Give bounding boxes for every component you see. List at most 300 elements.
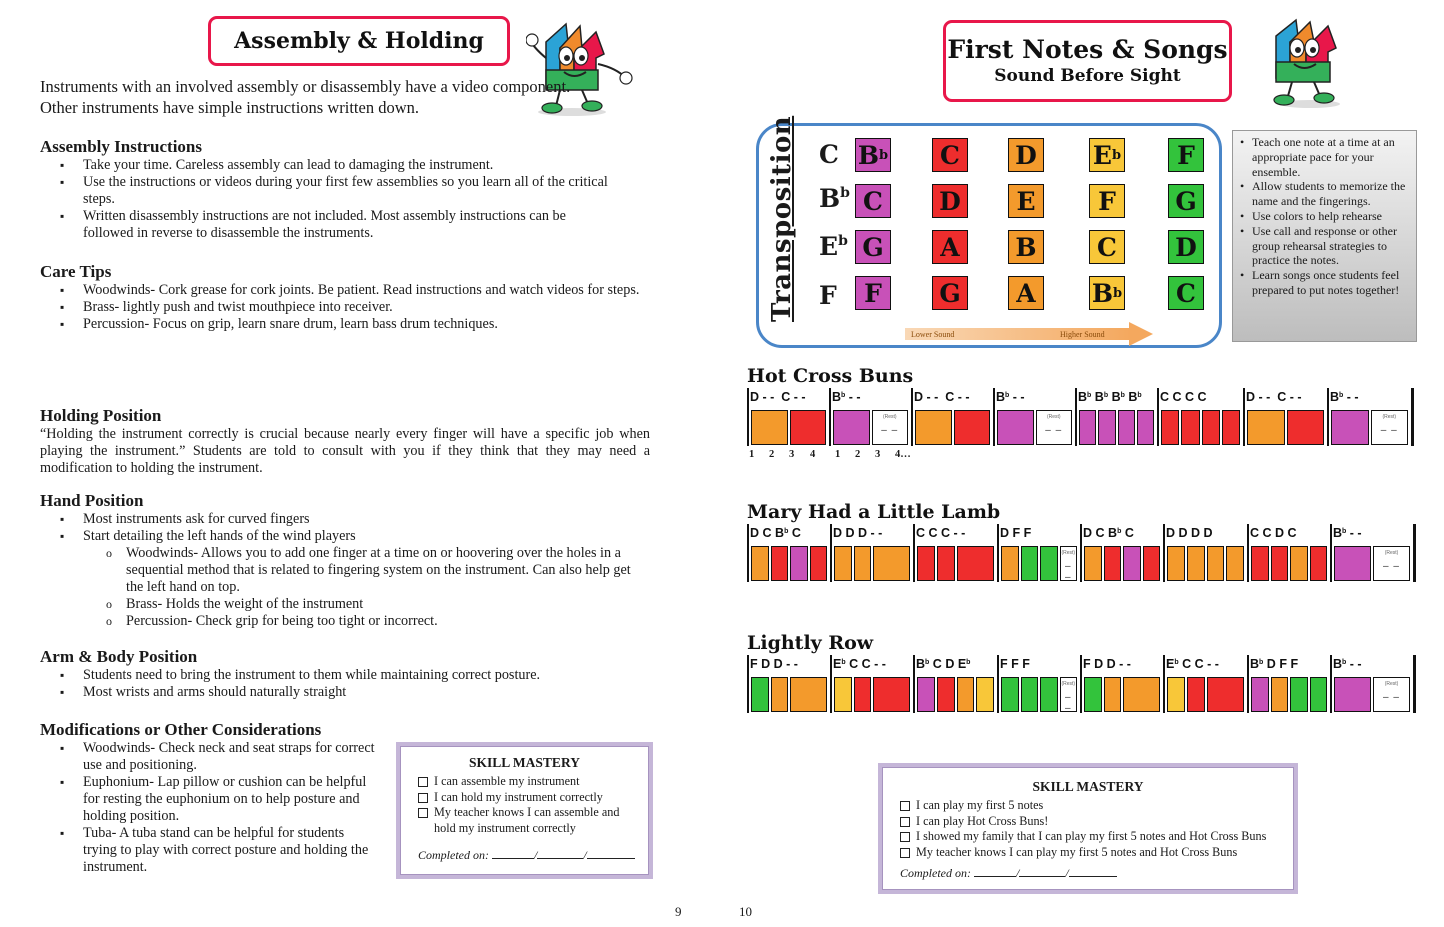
note-cell <box>1098 410 1115 445</box>
flat-sign: b <box>1259 659 1264 666</box>
barline <box>1247 655 1249 713</box>
note-cell <box>1021 677 1039 712</box>
note-letter: B <box>1128 390 1138 404</box>
key-label-bb <box>819 184 850 213</box>
measure-label <box>1160 390 1207 404</box>
note-cell <box>873 546 910 581</box>
list-item: ▪ Most instruments ask for curved fingers <box>40 511 655 528</box>
note-cell <box>1207 546 1225 581</box>
barline <box>1157 388 1159 446</box>
skill-checkbox-item[interactable] <box>418 805 649 836</box>
note-cell <box>810 546 828 581</box>
key-label-c <box>819 140 839 169</box>
skill-checkbox-item[interactable] <box>900 798 1294 814</box>
lower-sound-label: Lower Sound <box>911 330 955 339</box>
measure-label: $B^b$ - - <box>996 390 1025 404</box>
note-cell <box>834 546 852 581</box>
tip-item: • Learn songs once students feel prepared to put notes together! <box>1238 268 1412 298</box>
flat-sign: b <box>841 659 846 666</box>
note-letter: F <box>1011 657 1019 671</box>
mascot-icon <box>1262 14 1362 110</box>
note-letter: C <box>1277 390 1287 404</box>
note-letter: B <box>1250 657 1260 671</box>
measure-label: F D D - - <box>1083 657 1131 671</box>
beat-count: 3 <box>789 449 795 460</box>
flat-sign: b <box>1342 528 1347 535</box>
note-letter: D <box>1266 657 1276 671</box>
note-box <box>932 184 968 218</box>
list-item: ▪ Brass- lightly push and twist mouthpiece into receiver. <box>40 299 655 316</box>
beat-count: 4… <box>895 449 911 460</box>
note-cell <box>1079 410 1096 445</box>
intro-text <box>40 76 640 118</box>
barline <box>1327 388 1329 446</box>
note-cell <box>771 546 789 581</box>
skill-checkbox-item[interactable] <box>900 814 1294 830</box>
completed-label: Completed on: <box>900 866 971 880</box>
note-name: A <box>1016 278 1036 308</box>
measure-label: $B^b$ - - <box>1330 390 1359 404</box>
arrow-head <box>1129 322 1153 346</box>
note-box <box>1089 230 1125 264</box>
note-cell <box>1167 546 1185 581</box>
rest-dash: – – <box>1383 561 1400 572</box>
key-label-f <box>819 281 837 310</box>
song-title: Mary Had a Little Lamb <box>747 501 1001 523</box>
note-name: B <box>857 140 880 170</box>
barline <box>830 524 832 582</box>
note-cell <box>1084 546 1102 581</box>
barline <box>913 524 915 582</box>
checkbox[interactable] <box>900 801 910 811</box>
note-cell <box>1137 410 1154 445</box>
note-letter: E <box>957 657 967 671</box>
measure-label <box>1250 657 1298 671</box>
note-letter: C <box>791 526 801 540</box>
date-line[interactable] <box>1019 867 1065 877</box>
skill-title: SKILL MASTERY <box>469 755 580 770</box>
note-cell <box>1181 410 1199 445</box>
section-heading: Assembly Instructions <box>40 137 202 156</box>
note-letter: D <box>914 390 924 404</box>
note-cell <box>751 677 769 712</box>
note-cell <box>833 410 870 445</box>
sub-list-item: o Woodwinds- Allows you to add one finger at a time on or hoovering over the holes in a sequential method that is related to fingering system on the instrument. Can also help get the left hand on top. <box>40 545 655 596</box>
measure-label <box>1000 526 1031 540</box>
note-cell <box>854 546 872 581</box>
list-item: ▪ Tuba- A tuba stand can be helpful for students trying to play with correct posture and holding the instrument. <box>40 825 380 876</box>
rest-cell <box>872 410 909 445</box>
page-number: 10 <box>739 904 752 919</box>
beat-count: 4 <box>810 449 816 460</box>
note-cell <box>1001 546 1019 581</box>
note-cell <box>1334 546 1371 581</box>
completed-label: Completed on: <box>418 848 489 862</box>
note-cell <box>1247 410 1285 445</box>
note-letter: D <box>1094 657 1104 671</box>
barline <box>1330 524 1332 582</box>
rest-dash: – – <box>881 425 899 436</box>
note-cell <box>1310 546 1328 581</box>
flat-sign: b <box>1120 392 1125 399</box>
flat-sign: b <box>1087 392 1092 399</box>
note-letter: D <box>761 657 771 671</box>
note-letter: C <box>932 657 942 671</box>
note-box <box>932 138 968 172</box>
note-letter: B <box>1108 526 1118 540</box>
measure-label: $B^b$ - - <box>1333 526 1362 540</box>
measure-label <box>1000 657 1030 671</box>
barline <box>1075 388 1077 446</box>
tip-item: • Teach one note at a time at an appropriate pace for your ensemble. <box>1238 135 1412 179</box>
note-box <box>1008 138 1044 172</box>
rest-cell <box>1371 410 1409 445</box>
key-name: E <box>819 232 839 261</box>
page-number: 9 <box>675 904 682 919</box>
note-letter: D <box>1203 526 1213 540</box>
note-letter: F <box>1022 657 1030 671</box>
note-cell <box>1334 677 1371 712</box>
rest-dash: – – <box>1380 425 1398 436</box>
date-line[interactable] <box>537 849 583 859</box>
note-cell <box>1251 546 1269 581</box>
barline <box>1330 655 1332 713</box>
rest-cell <box>1060 546 1078 581</box>
note-name: G <box>939 278 961 308</box>
beat-count: 1 <box>749 449 755 460</box>
rest-cell <box>1373 546 1410 581</box>
barline <box>1247 524 1249 582</box>
note-letter: C <box>762 526 772 540</box>
flat-sign: b <box>1111 147 1122 163</box>
note-letter: D <box>858 526 868 540</box>
note-cell <box>937 546 955 581</box>
note-letter: D <box>1166 526 1176 540</box>
page-title: Assembly & Holding <box>234 28 484 54</box>
key-label-eb <box>819 232 848 261</box>
note-letter: C <box>1124 526 1134 540</box>
flat-sign: b <box>1005 392 1010 399</box>
higher-sound-label: Higher Sound <box>1060 330 1105 339</box>
measure-label: $E^b$ C C - - <box>1166 657 1219 671</box>
barline <box>1080 524 1082 582</box>
note-letter: C <box>928 526 938 540</box>
note-letter: D <box>750 526 760 540</box>
note-letter: D <box>1246 390 1256 404</box>
date-line[interactable] <box>1069 867 1117 877</box>
note-name: E <box>1016 186 1036 216</box>
note-cell <box>1040 546 1058 581</box>
skill-title: SKILL MASTERY <box>1032 779 1144 794</box>
note-cell <box>751 546 769 581</box>
note-cell <box>790 677 827 712</box>
measure-label <box>1166 526 1213 540</box>
barline <box>747 388 749 446</box>
note-cell <box>1104 677 1122 712</box>
note-name: C <box>1176 278 1196 308</box>
rest-cell <box>1373 677 1410 712</box>
note-name: E <box>1092 140 1112 170</box>
rest-label: (Rest) <box>1061 681 1076 687</box>
barline <box>1163 524 1165 582</box>
note-box <box>932 276 968 310</box>
checkbox[interactable] <box>418 808 428 818</box>
note-letter: C <box>1182 657 1192 671</box>
page-title: First Notes & Songs <box>947 35 1228 64</box>
note-cell <box>1202 410 1220 445</box>
note-letter: B <box>996 390 1006 404</box>
tip-item: • Allow students to memorize the name and the fingerings. <box>1238 179 1412 209</box>
rest-label: (Rest) <box>1382 414 1397 420</box>
note-box <box>1168 184 1204 218</box>
measure-label <box>1078 390 1142 404</box>
note-letter: B <box>775 526 785 540</box>
note-cell <box>873 677 910 712</box>
beat-count: 1 <box>835 449 841 460</box>
note-letter: C <box>1095 526 1105 540</box>
list-item: ▪ Start detailing the left hands of the wind players <box>40 528 655 545</box>
skill-item-label: I showed my family that I can play my first 5 notes and Hot Cross Buns <box>916 829 1267 843</box>
section-heading: Holding Position <box>40 406 162 425</box>
date-line[interactable] <box>492 849 534 859</box>
note-letter: C <box>849 657 859 671</box>
section-assembly <box>40 137 655 242</box>
skill-mastery-box <box>878 763 1298 894</box>
barline <box>997 655 999 713</box>
note-cell <box>1226 546 1244 581</box>
note-letter: D <box>1000 526 1010 540</box>
note-box <box>1089 276 1125 310</box>
note-name: C <box>1097 232 1117 262</box>
checkbox[interactable] <box>900 817 910 827</box>
note-cell <box>915 410 952 445</box>
rest-label: (Rest) <box>1061 550 1076 556</box>
flat-sign: b <box>1103 392 1109 399</box>
date-line[interactable] <box>974 867 1016 877</box>
barline <box>1413 524 1416 582</box>
note-letter: D <box>1191 526 1201 540</box>
checkbox[interactable] <box>900 832 910 842</box>
song-strip-mary-had-a-little-lamb <box>747 524 1415 584</box>
note-cell <box>917 677 935 712</box>
note-cell <box>917 546 935 581</box>
skill-item-label: I can hold my instrument correctly <box>434 789 603 804</box>
note-box <box>1168 138 1204 172</box>
note-cell <box>1001 677 1019 712</box>
note-name: F <box>1098 186 1116 216</box>
note-cell <box>854 677 872 712</box>
barline <box>1243 388 1245 446</box>
tip-item: • Use colors to help rehearse <box>1238 209 1412 224</box>
note-cell <box>790 546 808 581</box>
note-cell <box>771 677 789 712</box>
note-cell <box>976 677 994 712</box>
note-name: A <box>940 232 960 262</box>
right-title-box <box>943 20 1232 102</box>
note-cell <box>1040 677 1058 712</box>
section-holding-position <box>40 406 650 477</box>
flat-sign: b <box>925 659 930 666</box>
skill-checkbox-item[interactable] <box>418 774 649 790</box>
barline <box>997 524 999 582</box>
note-name: F <box>864 278 882 308</box>
measure-label: D D D - - <box>833 526 883 540</box>
right-page <box>722 0 1444 927</box>
note-letter: D <box>1275 526 1285 540</box>
skill-checkbox-item[interactable] <box>900 829 1294 845</box>
note-letter: E <box>833 657 842 671</box>
note-cell <box>957 677 975 712</box>
barline <box>913 655 915 713</box>
note-letter: E <box>1166 657 1175 671</box>
pitch-arrow <box>905 322 1155 346</box>
list-item: ▪ Percussion- Focus on grip, learn snare drum, learn bass drum techniques. <box>40 316 655 333</box>
note-name: B <box>1015 232 1037 262</box>
checkbox[interactable] <box>900 848 910 858</box>
rest-cell <box>1036 410 1073 445</box>
flat-sign: b <box>1174 659 1179 666</box>
note-cell <box>1331 410 1369 445</box>
note-letter: F <box>1012 526 1021 540</box>
key-name: F <box>819 281 837 310</box>
barline <box>1080 655 1082 713</box>
note-cell <box>1310 677 1328 712</box>
note-letter: C <box>1197 390 1207 404</box>
note-cell <box>1287 410 1325 445</box>
intro-line: Instruments with an involved assembly or disassembly have a video component. <box>40 77 571 96</box>
note-letter: C <box>1185 390 1195 404</box>
note-box <box>1089 184 1125 218</box>
flat-sign: b <box>1339 392 1344 399</box>
note-box <box>855 276 891 310</box>
section-heading: Modifications or Other Considerations <box>40 720 322 739</box>
note-letter: B <box>916 657 926 671</box>
note-cell <box>997 410 1034 445</box>
measure-label: D - - C - - <box>1246 390 1302 404</box>
measure-label: C C C - - <box>916 526 966 540</box>
rest-label: (Rest) <box>1046 414 1061 420</box>
rest-cell <box>1060 677 1078 712</box>
note-cell <box>1161 410 1179 445</box>
note-cell <box>1271 677 1289 712</box>
rest-label: (Rest) <box>882 414 897 420</box>
note-box <box>1008 230 1044 264</box>
measure-label: D - - C - - <box>914 390 970 404</box>
barline <box>1163 655 1165 713</box>
intro-line: Other instruments have simple instructions written down. <box>40 98 419 117</box>
measure-label <box>750 526 801 540</box>
note-letter: B <box>1094 390 1104 404</box>
skill-item-label: My teacher knows I can play my first 5 notes and Hot Cross Buns <box>916 844 1238 859</box>
note-cell <box>1167 677 1185 712</box>
barline <box>911 388 913 446</box>
list-item: ▪ Woodwinds- Cork grease for cork joints. Be patient. Read instructions and watch videos for steps. <box>40 282 655 299</box>
flat-sign: b <box>1342 659 1347 666</box>
note-cell <box>1143 546 1161 581</box>
measure-label <box>1083 526 1134 540</box>
section-heading: Hand Position <box>40 491 144 510</box>
completed-on-field[interactable]: Completed on: / / <box>900 866 1294 881</box>
note-name: G <box>1175 186 1197 216</box>
note-box <box>855 184 891 218</box>
note-box <box>1008 276 1044 310</box>
note-letter: B <box>1333 657 1343 671</box>
note-cell <box>1021 546 1039 581</box>
skill-checkbox-item[interactable] <box>900 845 1294 861</box>
flat-sign: b <box>1113 285 1123 301</box>
section-heading: Arm & Body Position <box>40 647 198 666</box>
note-letter: D <box>750 390 760 404</box>
barline <box>1413 655 1416 713</box>
flat-sign: b <box>879 147 889 163</box>
date-line[interactable] <box>587 849 635 859</box>
list-item: ▪ Woodwinds- Check neck and seat straps for correct use and positioning. <box>40 740 380 774</box>
flat-sign: b <box>966 659 971 666</box>
note-letter: D <box>945 657 955 671</box>
sub-list-item: o Brass- Holds the weight of the instrument <box>40 596 655 613</box>
song-title: Lightly Row <box>747 632 874 654</box>
rest-dash: – – <box>1045 425 1063 436</box>
note-cell <box>1271 546 1289 581</box>
note-letter: F <box>1279 657 1287 671</box>
completed-on-field[interactable]: Completed on: / / <box>418 848 649 863</box>
note-letter: F <box>1000 657 1008 671</box>
checkbox[interactable] <box>418 793 428 803</box>
section-hand-position <box>40 491 655 630</box>
barline <box>747 655 749 713</box>
flat-sign: b <box>841 392 846 399</box>
list-item: ▪ Euphonium- Lap pillow or cushion can be helpful for resting the euphonium on to help posture and holding position. <box>40 774 380 825</box>
transposition-panel <box>756 115 1222 348</box>
note-cell <box>790 410 827 445</box>
skill-item-label: I can play Hot Cross Buns! <box>916 813 1049 828</box>
barline <box>829 388 831 446</box>
measure-label <box>1250 526 1297 540</box>
skill-checkbox-item[interactable] <box>418 790 649 806</box>
list-item: ▪ Take your time. Careless assembly can lead to damaging the instrument. <box>40 157 655 174</box>
note-cell <box>1222 410 1240 445</box>
barline <box>1411 388 1414 446</box>
note-cell <box>1207 677 1245 712</box>
measure-label: $B^b$ - - <box>1333 657 1362 671</box>
rest-dash: – – <box>1064 561 1072 583</box>
note-name: F <box>1177 140 1195 170</box>
beat-count: 2 <box>855 449 861 460</box>
song-strip-lightly-row <box>747 655 1415 715</box>
note-letter: C <box>1160 390 1170 404</box>
note-cell <box>957 546 995 581</box>
sub-list-item: o Percussion- Check grip for being too tight or incorrect. <box>40 613 655 630</box>
key-name: B <box>819 184 841 213</box>
note-letter: C <box>941 526 951 540</box>
note-cell <box>1118 410 1135 445</box>
skill-item-label: I can play my first 5 notes <box>916 798 1044 812</box>
note-cell <box>1123 677 1160 712</box>
list-item: ▪ Written disassembly instructions are not included. Most assembly instructions can be followed in reverse to disassemble the instruments. <box>40 208 655 242</box>
section-body: “Holding the instrument correctly is crucial because nearly every finger will have a specific job when playing the instrument.” Students are told to consult with you if they think that they may need a modification to holding the instrument. <box>40 426 650 476</box>
note-cell <box>1290 677 1308 712</box>
note-cell <box>834 677 852 712</box>
note-cell <box>1084 677 1102 712</box>
note-letter: D <box>773 657 783 671</box>
note-letter: F <box>1083 657 1091 671</box>
note-box <box>855 230 891 264</box>
list-item: ▪ Students need to bring the instrument to them while maintaining correct posture. <box>40 667 655 684</box>
checkbox[interactable] <box>418 777 428 787</box>
note-letter: B <box>1330 390 1340 404</box>
note-letter: B <box>1333 526 1343 540</box>
skill-item-label: I can assemble my instrument <box>434 774 580 788</box>
